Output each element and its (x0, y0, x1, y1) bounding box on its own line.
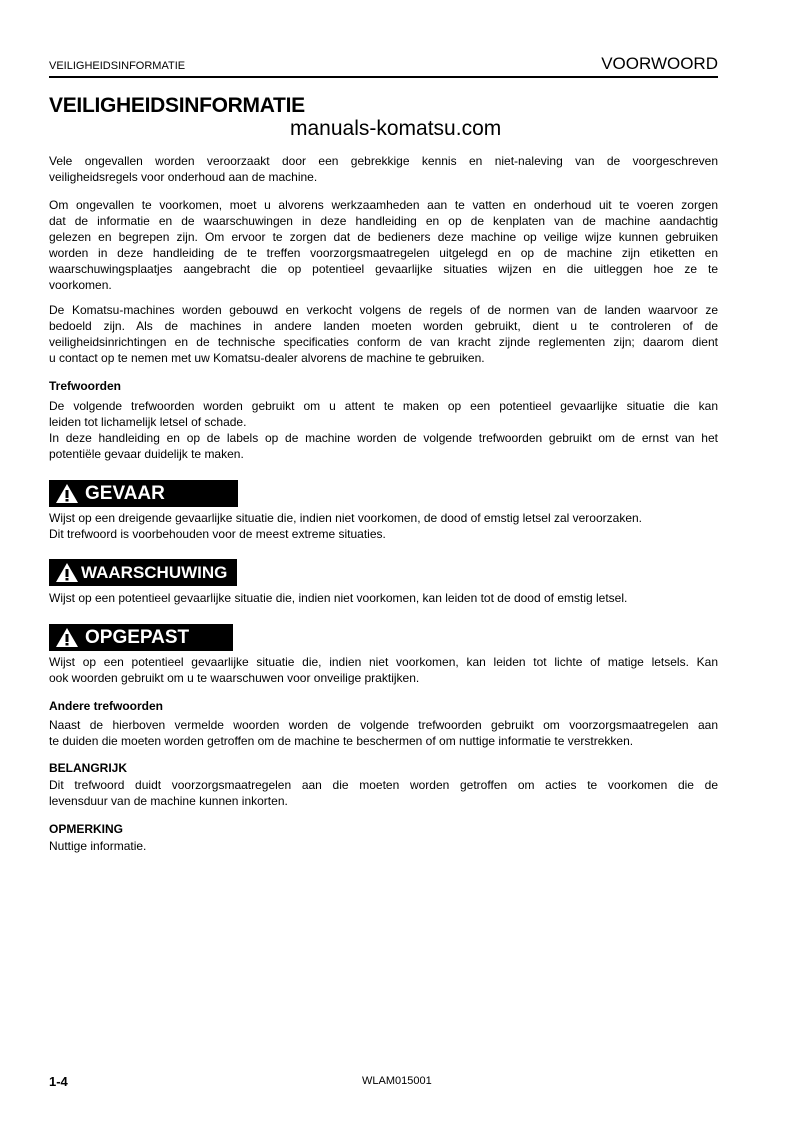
gevaar-description (49, 510, 718, 542)
page-number: 1-4 (49, 1074, 68, 1089)
text-line: worden in deze handleiding de te treffen voorzorgsmaatregelen uitgelegd en op de machine zijn etiketten en (49, 246, 718, 260)
text-line: te duiden die moeten worden getroffen om de machine te beschermen of om nuttige informatie te verstrekken. (49, 734, 634, 748)
warning-triangle-icon (55, 627, 79, 648)
text-line: Wijst op een potentieel gevaarlijke situatie die, indien niet voorkomen, kan leiden tot de dood of emstig letsel. (49, 591, 628, 605)
text-line: veiligheidsregels voor onderhoud aan de machine. (49, 170, 318, 184)
andere-paragraph (49, 717, 718, 749)
section-heading-trefwoorden: Trefwoorden (49, 379, 122, 393)
signal-label: OPGEPAST (85, 626, 190, 648)
text-line: waarschuwingsplaatjes aangebracht die op potentieel gevaarlijke situaties wijzen en die uitleggen hoe ze te (49, 262, 718, 276)
text-line: De volgende trefwoorden worden gebruikt om u attent te maken op een potentieel gevaarlijke situatie die kan (49, 399, 718, 413)
text-line: Dit trefwoord duidt voorzorgsmaatregelen aan die moeten worden getroffen om acties te voorkomen die de (49, 778, 718, 792)
text-line: bedoeld zijn. Als de machines in andere landen moeten worden gebruikt, dient u te controleren of de (49, 319, 718, 333)
watermark: manuals-komatsu.com (290, 117, 502, 140)
intro-paragraph-1 (49, 153, 718, 185)
text-line: Wijst op een potentieel gevaarlijke situatie die, indien niet voorkomen, kan leiden tot lichte of matige letsels. Kan (49, 655, 718, 669)
trefwoorden-paragraph (49, 398, 718, 462)
running-header-left: VEILIGHEIDSINFORMATIE (49, 60, 186, 72)
intro-paragraph-3 (49, 302, 718, 366)
section-heading-belangrijk: BELANGRIJK (49, 761, 128, 775)
text-line: Wijst op een dreigende gevaarlijke situatie die, indien niet voorkomen, de dood of emstig letsel zal veroorzaken. (49, 511, 643, 525)
signal-label: GEVAAR (85, 482, 165, 504)
text-line: Naast de hierboven vermelde woorden worden de volgende trefwoorden gebruikt om voorzorgsmaatregelen aan (49, 718, 718, 732)
document-code: WLAM015001 (362, 1075, 432, 1087)
text-line: levensduur van de machine kunnen inkorten. (49, 794, 288, 808)
text-line: ook woorden gebruikt om u te waarschuwen voor onveilige praktijken. (49, 671, 420, 685)
header-rule (49, 76, 718, 78)
text-line: In deze handleiding en op de labels op de machine worden de volgende trefwoorden gebruikt om de ernst van het (49, 431, 718, 445)
warning-triangle-icon (55, 562, 79, 583)
opgepast-description (49, 654, 718, 686)
text-line: gelezen en begrepen zijn. Om ervoor te zorgen dat de bedieners deze machine op veilige wijze kunnen gebruiken (49, 230, 718, 244)
section-heading-opmerking: OPMERKING (49, 822, 124, 836)
text-line: Om ongevallen te voorkomen, moet u alvorens werkzaamheden aan te vatten en onderhoud uit te voeren zorgen (49, 198, 718, 212)
signal-word-opgepast (49, 624, 233, 651)
signal-word-gevaar (49, 480, 238, 507)
text-line: Nuttige informatie. (49, 839, 147, 853)
text-line: u contact op te nemen met uw Komatsu-dealer alvorens de machine te gebruiken. (49, 351, 485, 365)
text-line: voorkomen. (49, 278, 112, 292)
text-line: leiden tot lichamelijk letsel of schade. (49, 415, 247, 429)
warning-triangle-icon (55, 483, 79, 504)
belangrijk-paragraph (49, 777, 718, 809)
intro-paragraph-2 (49, 197, 718, 293)
signal-label: WAARSCHUWING (81, 562, 228, 582)
page-title: VEILIGHEIDSINFORMATIE (49, 94, 305, 117)
text-line: potentiële gevaar duidelijk te maken. (49, 447, 244, 461)
text-line: Vele ongevallen worden veroorzaakt door een gebrekkige kennis en niet-naleving van de voorgeschreven (49, 154, 718, 168)
text-line: veiligheidsinrichtingen en de technische specificaties conform de van kracht zijnde reglementen zijn; daarom dient (49, 335, 718, 349)
text-line: Dit trefwoord is voorbehouden voor de meest extreme situaties. (49, 527, 386, 541)
text-line: dat de informatie en de waarschuwingen in deze handleiding en op de kenplaten van de machine aandachtig (49, 214, 718, 228)
section-heading-andere: Andere trefwoorden (49, 699, 164, 713)
text-line: De Komatsu-machines worden gebouwd en verkocht volgens de regels of de normen van de landen waarvoor ze (49, 303, 718, 317)
running-header-right: VOORWOORD (601, 54, 718, 73)
signal-word-waarschuwing (49, 559, 237, 586)
opmerking-paragraph (49, 838, 718, 854)
waarschuwing-description (49, 590, 718, 606)
